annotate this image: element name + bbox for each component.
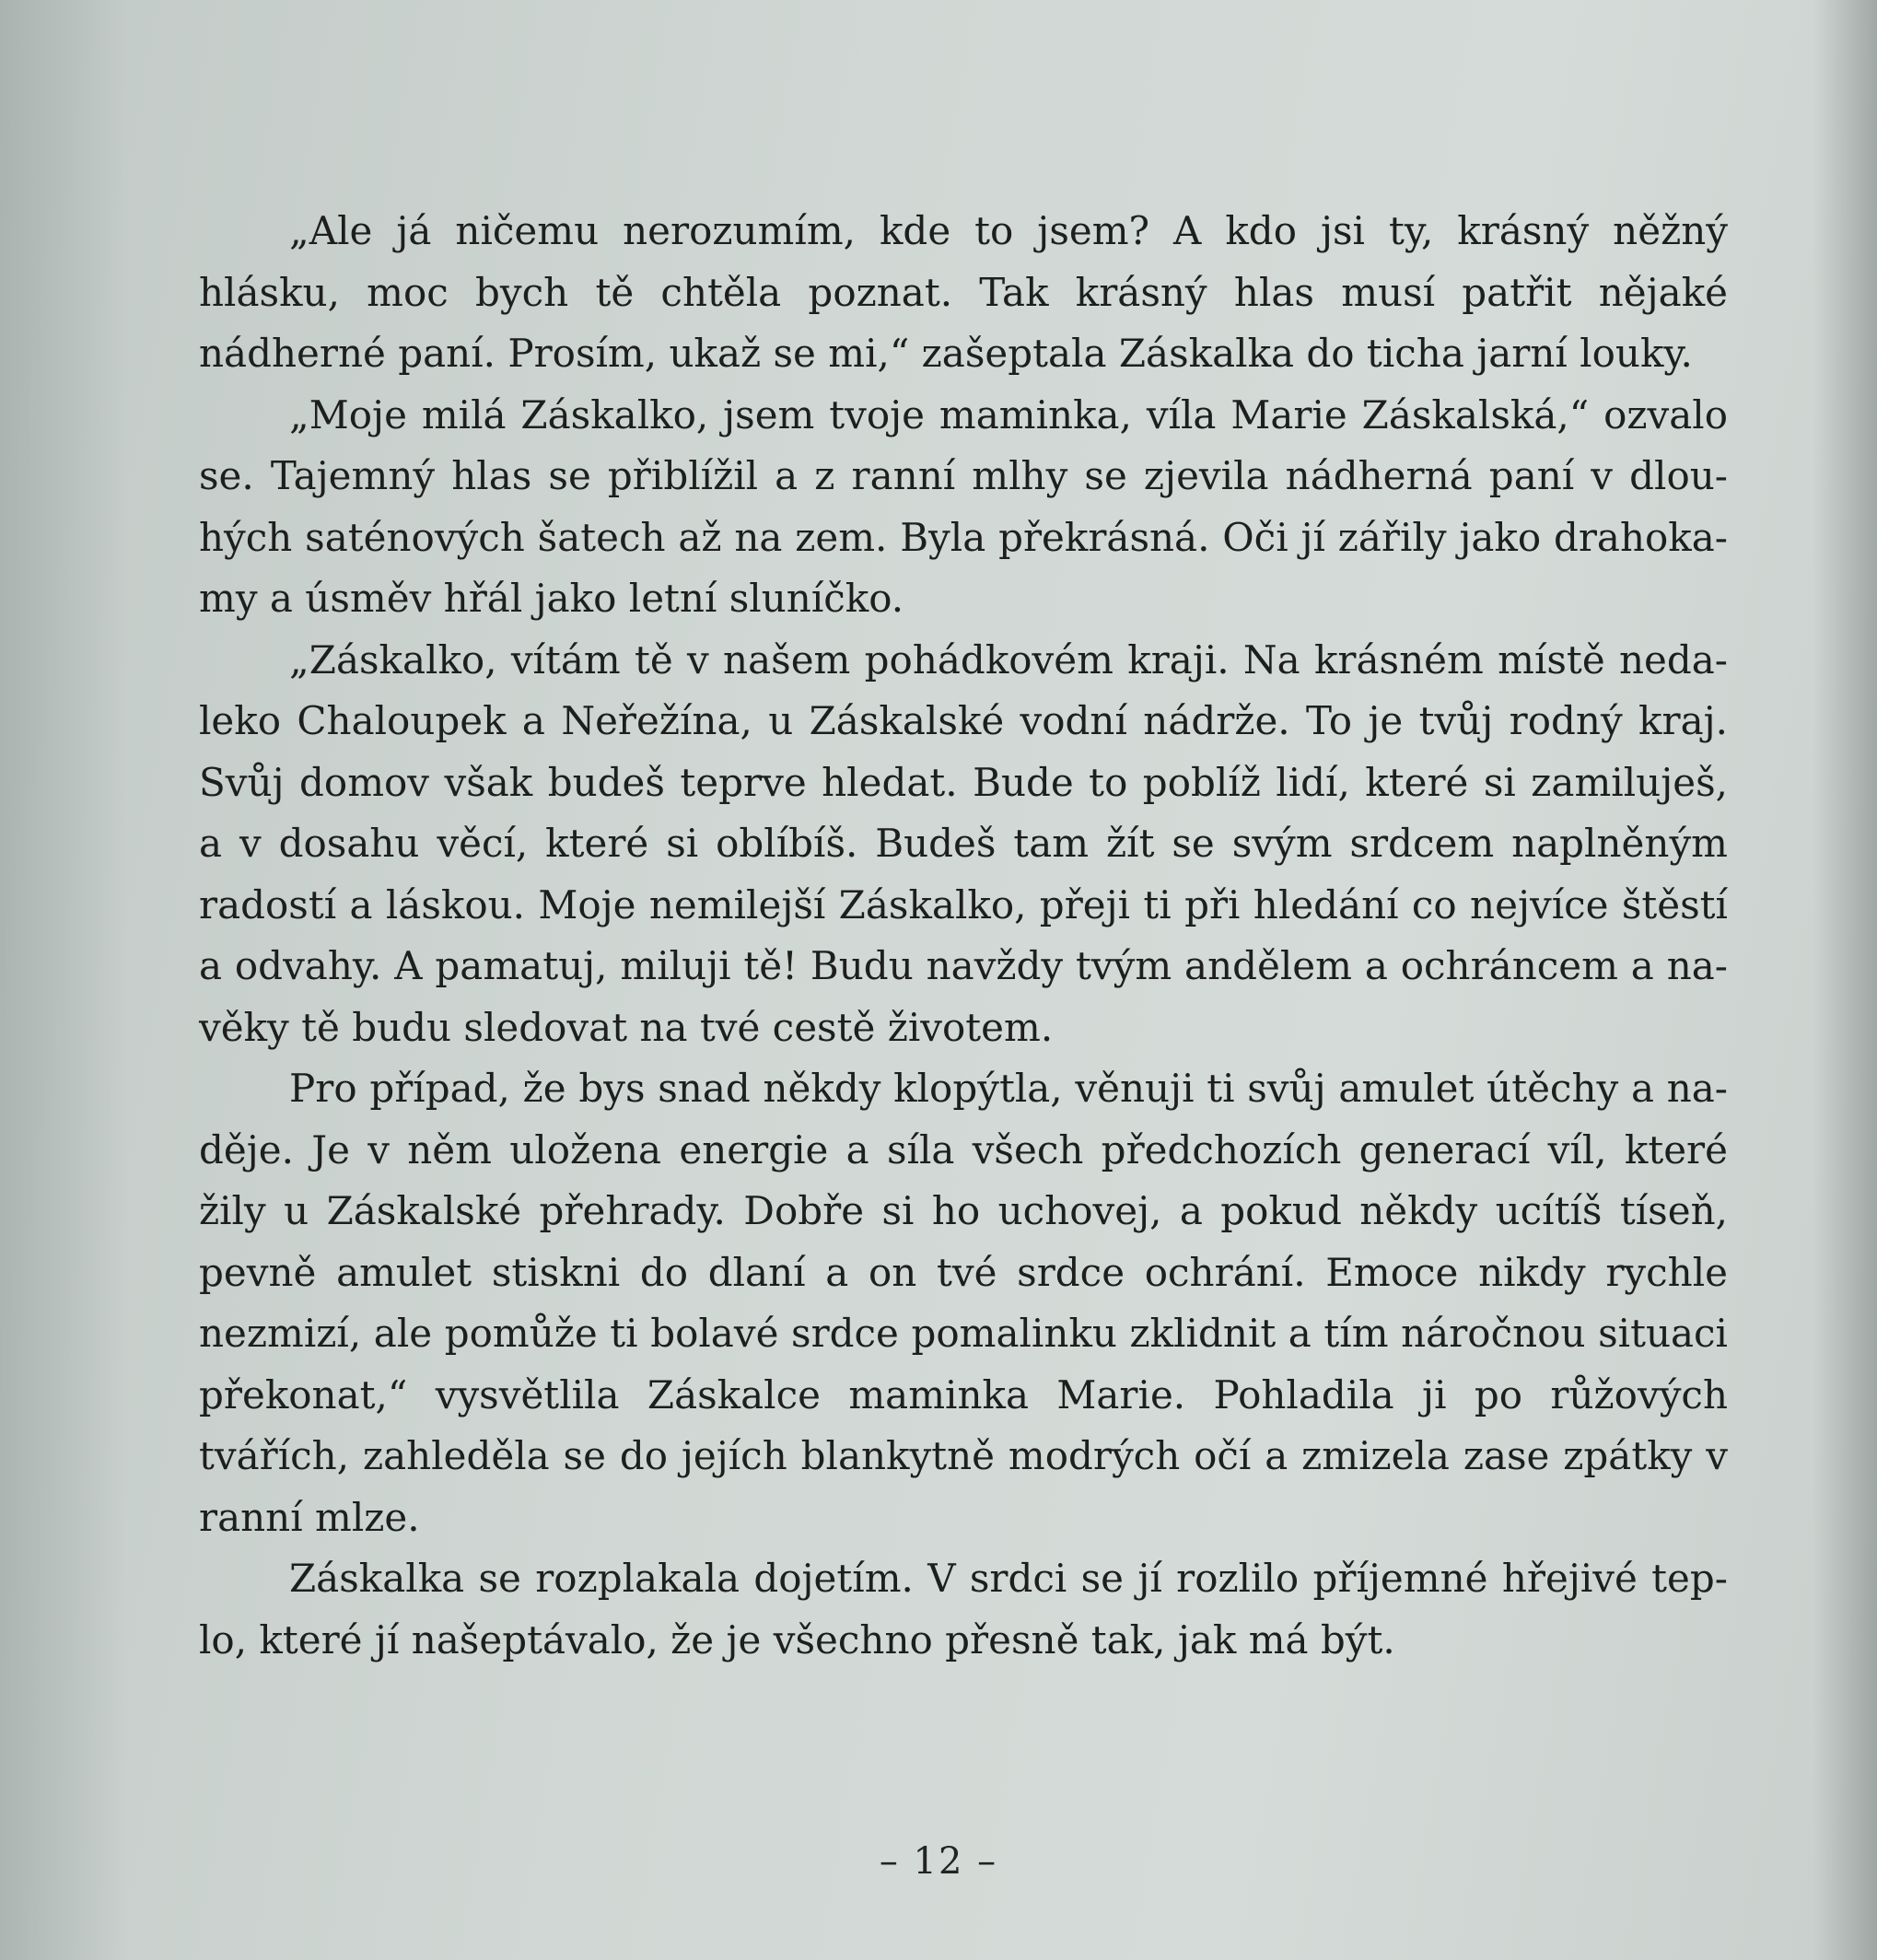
body-text bbox=[199, 201, 1728, 1671]
paragraph: Záskalka se rozplakala dojetím. V srdci se jí rozlilo příjemné hřejivé teplo, které jí našeptávalo, že je všechno přesně tak, jak má být. bbox=[199, 1556, 1728, 1662]
page-edge-shadow bbox=[1813, 0, 1877, 1960]
page-gutter-shadow bbox=[0, 0, 129, 1960]
paragraph: Pro případ, že bys snad někdy klopýtla, věnuji ti svůj amulet útěchy a naděje. Je v něm uložena energie a síla všech předchozích generací víl, které žily u Záskalské přehrady. Dobře si ho uchovej, a pokud někdy ucítíš tíseň, pevně amulet stiskni do dlaní a on tvé srdce ochrání. Emoce nikdy rychle nezmizí, ale pomůže ti bolavé srdce pomalinku zklidnit a tím náročnou situaci překonat,“ vysvětlila Záskalce maminka Marie. Pohladila ji po růžových tvářích, zahleděla se do jejích blankytně modrých očí a zmizela zase zpátky v ranní mlze. bbox=[199, 1066, 1728, 1540]
paragraph: „Moje milá Záskalko, jsem tvoje maminka, víla Marie Záskalská,“ ozvalo se. Tajemný hlas se přiblížil a z ranní mlhy se zjevila nádherná paní v dlouhých saténových šatech až na zem. Byla překrásná. Oči jí zářily jako drahokamy a úsměv hřál jako letní sluníčko. bbox=[199, 391, 1728, 621]
paragraph: „Ale já ničemu nerozumím, kde to jsem? A kdo jsi ty, krásný něžný hlásku, moc bych tě chtěla poznat. Tak krásný hlas musí patřit nějaké nádherné paní. Prosím, ukaž se mi,“ zašeptala Záskalka do ticha jarní louky. bbox=[199, 208, 1728, 376]
paragraph: „Záskalko, vítám tě v našem pohádkovém kraji. Na krásném místě nedaleko Chaloupek a Neřežína, u Záskalské vodní nádrže. To je tvůj rodný kraj. Svůj domov však budeš teprve hledat. Bude to poblíž lidí, které si zamiluješ, a v dosahu věcí, které si oblíbíš. Budeš tam žít se svým srdcem naplněným radostí a láskou. Moje nemilejší Záskalko, přeji ti při hledání co nejvíce štěstí a odvahy. A pamatuj, miluji tě! Budu navždy tvým andělem a ochráncem a navěky tě budu sledovat na tvé cestě životem. bbox=[199, 636, 1728, 1050]
page-number: – 12 – bbox=[879, 1840, 998, 1883]
